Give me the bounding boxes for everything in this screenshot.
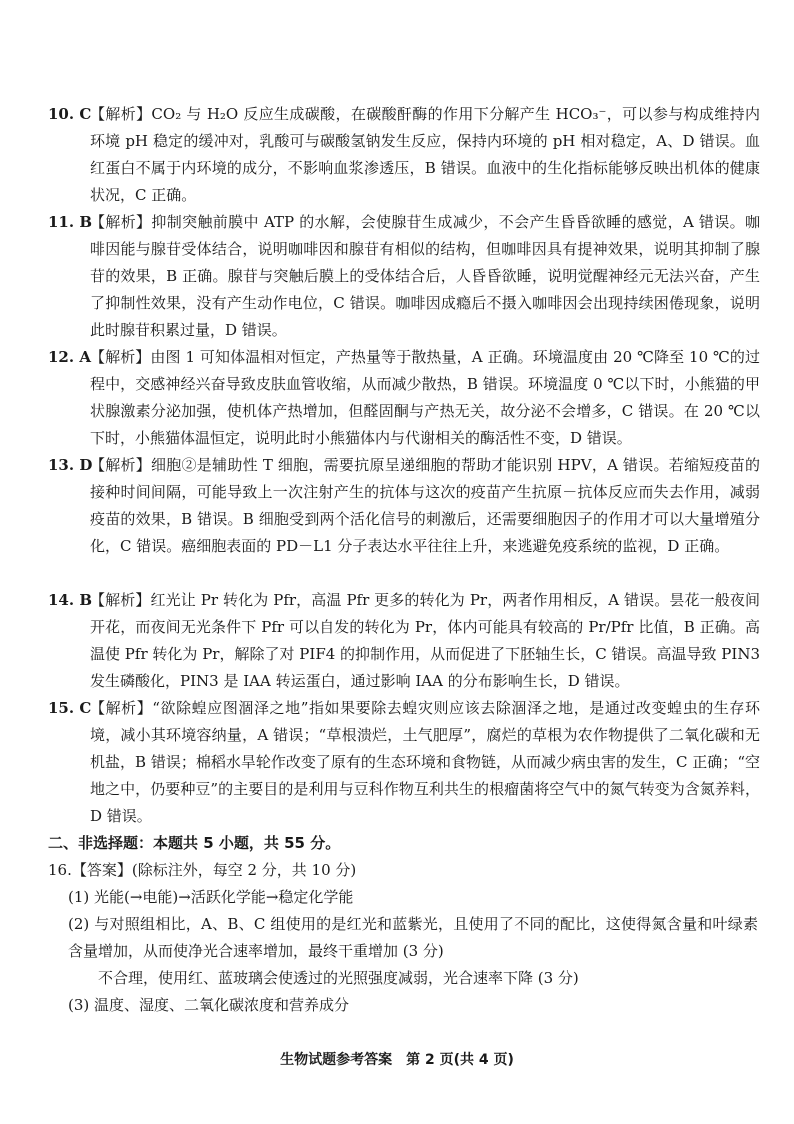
explanation-text: 【解析】细胞②是辅助性 T 细胞，需要抗原呈递细胞的帮助才能识别 HPV，A 错误。若缩短疫苗的接种时间间隔，可能导致上一次注射产生的抗体与这次的疫苗产生抗原－抗体反应而失去作用，减弱疫苗的效果，B 错误。B 细胞受到两个活化信号的刺激后，还需要细胞因子的作用才可以大量增殖分化，C 错误。癌细胞表面的 PD－L1 分子表达水平往往上升，来逃避免疫系统的监视，D 正确。 [90, 456, 760, 555]
question-number: 14. B [48, 591, 92, 609]
answer-item-14 [48, 587, 760, 695]
answer-16-part-2-alt: 不合理，使用红、蓝玻璃会使透过的光照强度减弱，光合速率下降 (3 分) [98, 969, 579, 987]
question-number: 10. C [48, 105, 92, 123]
section-heading: 二、非选择题：本题共 5 小题，共 55 分。 [48, 834, 341, 852]
explanation-text: 【解析】红光让 Pr 转化为 Pfr，高温 Pfr 更多的转化为 Pr，两者作用相反，A 错误。昙花一般夜间开花，而夜间无光条件下 Pfr 可以自发的转化为 Pr，体内可能具有较高的 Pr/Pfr 比值，B 正确。高温使 Pfr 转化为 Pr，解除了对 PIF4 的抑制作用，从而促进了下胚轴生长，C 错误。高温导致 PIN3 发生磷酸化，PIN3 是 IAA 转运蛋白，通过影响 IAA 的分布影响生长，D 错误。 [90, 591, 760, 690]
question-number: 12. A [48, 348, 91, 366]
answer-16-part-2: (2) 与对照组相比，A、B、C 组使用的是红光和蓝紫光，且使用了不同的配比，这使得氮含量和叶绿素含量增加，从而使净光合速率增加，最终干重增加 (3 分) [68, 915, 758, 960]
question-number: 15. C [48, 699, 92, 717]
explanation-text: 【解析】由图 1 可知体温相对恒定，产热量等于散热量，A 正确。环境温度由 20 ℃降至 10 ℃的过程中，交感神经兴奋导致皮肤血管收缩，从而减少散热，B 错误。环境温度 0 ℃以下时，小熊猫的甲状腺激素分泌加强，使机体产热增加，但醛固酮与产热无关，故分泌不会增多，C 错误。在 20 ℃以下时，小熊猫体温恒定，说明此时小熊猫体内与代谢相关的酶活性不变，D 错误。 [90, 348, 760, 447]
answer-16-part-3: (3) 温度、湿度、二氧化碳浓度和营养成分 [68, 996, 350, 1014]
explanation-text: 【解析】“欲除蝗应图涸泽之地”指如果要除去蝗灾则应该去除涸泽之地，是通过改变蝗虫的生存环境，减小其环境容纳量，A 错误；“草根溃烂，土气肥厚”，腐烂的草根为农作物提供了二氧化碳和无机盐，B 错误；棉稻水旱轮作改变了原有的生态环境和食物链，从而减少病虫害的发生，C 正确；“空地之中，仍要种豆”的主要目的是利用与豆科作物互利共生的根瘤菌将空气中的氮气转变为含氮养料，D 错误。 [90, 699, 760, 825]
answer-item-10 [48, 101, 760, 209]
page-footer: 生物试题参考答案 第 2 页(共 4 页) [280, 1052, 514, 1068]
answer-item-12 [48, 344, 760, 452]
answer-item-11 [48, 209, 760, 344]
answer-16-part-1: (1) 光能(→电能)→活跃化学能→稳定化学能 [68, 888, 354, 906]
answer-item-13 [48, 452, 760, 560]
question-number: 13. D [48, 456, 93, 474]
answer-item-15 [48, 695, 760, 830]
question-number: 11. B [48, 213, 92, 231]
explanation-text: 【解析】CO₂ 与 H₂O 反应生成碳酸，在碳酸酐酶的作用下分解产生 HCO₃⁻，可以参与构成维持内环境 pH 稳定的缓冲对，乳酸可与碳酸氢钠发生反应，保持内环境的 pH 相对稳定，A、D 错误。血红蛋白不属于内环境的成分，不影响血浆渗透压，B 错误。血液中的生化指标能够反映出机体的健康状况，C 正确。 [90, 105, 760, 204]
answer-item-16-header: 16.【答案】(除标注外，每空 2 分，共 10 分) [48, 861, 357, 879]
explanation-text: 【解析】抑制突触前膜中 ATP 的水解，会使腺苷生成减少，不会产生昏昏欲睡的感觉，A 错误。咖啡因能与腺苷受体结合，说明咖啡因和腺苷有相似的结构，但咖啡因具有提神效果，说明其抑制了腺苷的效果，B 正确。腺苷与突触后膜上的受体结合后，人昏昏欲睡，说明觉醒神经元无法兴奋，产生了抑制性效果，没有产生动作电位，C 错误。咖啡因成瘾后不摄入咖啡因会出现持续困倦现象，说明此时腺苷积累过量，D 错误。 [90, 213, 760, 339]
